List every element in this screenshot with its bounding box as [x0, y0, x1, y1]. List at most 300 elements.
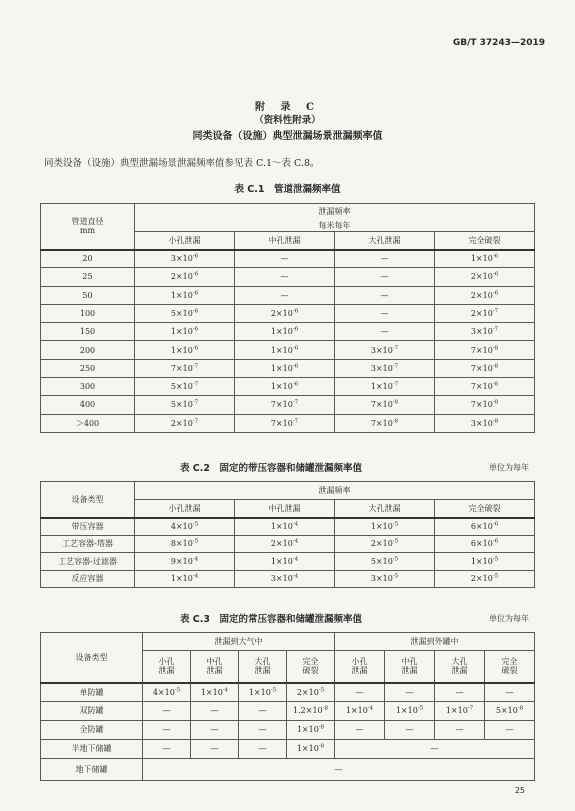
table1-column-header: 中孔泄漏	[235, 232, 335, 250]
table-cell: $2\times 10^{-6}$	[435, 268, 535, 286]
col0-header-unit: mm	[79, 226, 96, 236]
value-mantissa: 2	[370, 539, 376, 549]
table-row	[41, 721, 535, 740]
table-cell: $5\times 10^{-8}$	[485, 702, 535, 721]
row-label: 50	[41, 286, 135, 304]
value-mantissa: 1	[270, 556, 276, 566]
value-exponent: -6	[492, 521, 499, 528]
table-cell: $1\times 10^{-6}$	[235, 359, 335, 377]
table-cell: $1.2\times 10^{-8}$	[287, 702, 335, 721]
value-mantissa: 2	[270, 308, 276, 318]
value-mantissa: 2	[170, 272, 176, 282]
table-cell	[235, 268, 335, 286]
column-header-line: 泄漏	[401, 666, 418, 676]
value-dash: —	[210, 744, 219, 754]
value-mantissa: 5	[370, 556, 376, 566]
row-label: 半地下储罐	[41, 740, 143, 759]
table-c2	[40, 481, 535, 588]
value-exponent: -5	[392, 556, 399, 562]
value-exponent: -8	[492, 418, 499, 425]
value-dash: —	[162, 706, 171, 716]
table-row	[41, 702, 535, 721]
table-cell	[143, 702, 191, 721]
value-exponent: -4	[222, 687, 229, 693]
value-exponent: -7	[392, 381, 399, 388]
table-cell: $3\times 10^{-7}$	[335, 341, 435, 359]
value-mantissa: 1	[296, 744, 302, 754]
table3-column-header	[335, 651, 385, 683]
table-cell: $1\times 10^{-4}$	[135, 570, 235, 588]
row-label: 250	[41, 359, 135, 377]
value-exponent: -6	[292, 344, 299, 351]
value-mantissa: 5	[170, 400, 176, 410]
value-mantissa: 1	[470, 556, 476, 566]
table-cell: $7\times 10^{-7}$	[135, 359, 235, 377]
value-exponent: -7	[392, 344, 399, 351]
value-dash: —	[380, 272, 389, 282]
value-exponent: -5	[392, 538, 399, 545]
table-row	[41, 286, 535, 304]
value-mantissa: 3	[370, 574, 376, 584]
value-dash: —	[405, 725, 414, 735]
value-exponent: -4	[192, 556, 199, 562]
value-dash: —	[258, 725, 267, 735]
value-mantissa: 5	[495, 706, 501, 716]
value-mantissa: 2	[270, 539, 276, 549]
table-cell	[335, 323, 435, 341]
value-mantissa: 5	[170, 382, 176, 392]
value-exponent: -5	[192, 521, 199, 528]
value-exponent: -6	[292, 326, 299, 333]
row-label: 150	[41, 323, 135, 341]
table1-group-unit: 每米每年	[135, 220, 535, 232]
value-dash: —	[380, 327, 389, 337]
column-header-line: 完全	[302, 657, 319, 667]
value-mantissa: 2	[470, 574, 476, 584]
value-mantissa: 1	[248, 687, 254, 697]
value-mantissa: 3	[170, 254, 176, 264]
table-cell: $7\times 10^{-8}$	[335, 414, 435, 432]
table-cell: $3\times 10^{-8}$	[435, 414, 535, 432]
value-exponent: -6	[492, 289, 499, 296]
table-cell: $2\times 10^{-6}$	[135, 268, 235, 286]
value-mantissa: 1	[370, 382, 376, 392]
value-mantissa: 7	[470, 382, 476, 392]
table-cell: $1\times 10^{-4}$	[191, 683, 239, 702]
table1-caption: 表 C.1 管道泄漏频率值	[234, 184, 341, 195]
table2-unit: 单位为每年	[489, 463, 529, 472]
column-header-line: 小孔	[351, 657, 368, 667]
table2-column-header: 中孔泄漏	[235, 500, 335, 518]
table-cell: $3\times 10^{-7}$	[335, 359, 435, 377]
table-row	[41, 759, 535, 781]
table-cell: $1\times 10^{-5}$	[435, 553, 535, 571]
value-mantissa: 6	[470, 539, 476, 549]
value-exponent: -7	[192, 381, 199, 388]
table-cell	[335, 268, 435, 286]
column-header-line: 中孔	[401, 657, 418, 667]
table-cell: $1\times 10^{-6}$	[235, 341, 335, 359]
value-exponent: -4	[192, 573, 199, 580]
value-mantissa: 2	[470, 290, 476, 300]
table-cell: $2\times 10^{-4}$	[235, 535, 335, 553]
value-exponent: -8	[517, 705, 524, 712]
table2-column-header: 小孔泄漏	[135, 500, 235, 518]
value-dash: —	[258, 744, 267, 754]
value-exponent: -5	[492, 556, 499, 562]
table-cell: $2\times 10^{-6}$	[435, 286, 535, 304]
value-exponent: -4	[292, 521, 299, 528]
table-cell: $5\times 10^{-6}$	[135, 304, 235, 322]
table-cell: $7\times 10^{-8}$	[435, 378, 535, 396]
value-dash: —	[455, 687, 464, 697]
table-cell: $1\times 10^{-5}$	[385, 702, 435, 721]
table-cell	[191, 721, 239, 740]
value-mantissa: 1.2	[293, 706, 306, 716]
table-cell: $8\times 10^{-5}$	[135, 535, 235, 553]
row-label: 20	[41, 250, 135, 268]
table-row	[41, 414, 535, 432]
annex-intro: 同类设备（设施）典型泄漏场景泄漏频率值参见表 C.1～表 C.8。	[44, 158, 320, 169]
table2-column-header: 完全破裂	[435, 500, 535, 518]
table-cell	[435, 683, 485, 702]
annex-heading: 同类设备（设施）典型泄漏场景泄漏频率值	[192, 131, 383, 142]
table-cell	[335, 250, 435, 268]
value-exponent: -5	[174, 687, 181, 693]
value-exponent: -6	[292, 381, 299, 388]
table-row	[41, 396, 535, 414]
table-cell: $7\times 10^{-8}$	[435, 396, 535, 414]
value-exponent: -8	[492, 344, 499, 351]
table-cell: $7\times 10^{-8}$	[335, 396, 435, 414]
value-mantissa: 2	[470, 272, 476, 282]
table-cell: $4\times 10^{-5}$	[135, 518, 235, 536]
value-exponent: -7	[192, 418, 199, 425]
value-dash: —	[162, 744, 171, 754]
value-exponent: -6	[192, 289, 199, 296]
table-row	[41, 683, 535, 702]
value-mantissa: 3	[270, 574, 276, 584]
column-header-line: 小孔	[158, 657, 175, 667]
table1-column-header: 大孔泄漏	[335, 232, 435, 250]
value-mantissa: 1	[345, 706, 351, 716]
table-row	[41, 553, 535, 571]
row-label: 25	[41, 268, 135, 286]
table3-column-header	[143, 651, 191, 683]
annex-title: 附 录 C	[255, 102, 320, 113]
value-exponent: -4	[292, 573, 299, 580]
value-mantissa: 7	[470, 345, 476, 355]
table-cell: $2\times 10^{-7}$	[435, 304, 535, 322]
value-mantissa: 1	[270, 382, 276, 392]
table-cell: $5\times 10^{-7}$	[135, 396, 235, 414]
value-mantissa: 7	[170, 363, 176, 373]
value-mantissa: 7	[470, 363, 476, 373]
table-cell: $1\times 10^{-8}$	[287, 721, 335, 740]
table-cell: $7\times 10^{-7}$	[235, 396, 335, 414]
table-cell: $7\times 10^{-7}$	[235, 414, 335, 432]
value-exponent: -6	[192, 326, 199, 333]
table-cell: $2\times 10^{-7}$	[135, 414, 235, 432]
row-label: 工艺容器-过滤器	[41, 553, 135, 571]
value-exponent: -6	[192, 308, 199, 315]
row-label: 反应容器	[41, 570, 135, 588]
row-label: 地下储罐	[41, 759, 143, 781]
table-cell	[191, 740, 239, 759]
annex-subtitle: （资料性附录）	[254, 115, 321, 126]
merged-cell: —	[143, 759, 535, 781]
table-row	[41, 740, 535, 759]
value-exponent: -5	[318, 687, 325, 693]
value-mantissa: 4	[170, 521, 176, 531]
table-cell: $1\times 10^{-6}$	[135, 286, 235, 304]
value-exponent: -4	[292, 556, 299, 562]
value-exponent: -8	[492, 399, 499, 406]
row-label: ＞400	[41, 414, 135, 432]
value-exponent: -6	[292, 308, 299, 315]
value-mantissa: 3	[370, 345, 376, 355]
value-exponent: -8	[492, 363, 499, 370]
table-cell: $1\times 10^{-4}$	[235, 553, 335, 571]
column-header-line: 破裂	[501, 666, 518, 676]
table3-column-header	[435, 651, 485, 683]
table2-column-header: 大孔泄漏	[335, 500, 435, 518]
value-mantissa: 1	[445, 706, 451, 716]
value-exponent: -8	[322, 705, 328, 712]
table-cell: $5\times 10^{-5}$	[335, 553, 435, 571]
table-cell: $1\times 10^{-6}$	[435, 250, 535, 268]
merged-cell: —	[335, 740, 535, 759]
value-exponent: -5	[392, 521, 399, 528]
column-header-line: 泄漏	[158, 666, 175, 676]
value-exponent: -7	[492, 308, 499, 315]
value-exponent: -4	[292, 538, 299, 545]
value-mantissa: 4	[152, 687, 158, 697]
table-cell: $3\times 10^{-6}$	[135, 250, 235, 268]
value-exponent: -8	[392, 399, 399, 406]
table-cell	[385, 683, 435, 702]
table2-col0-header: 设备类型	[41, 482, 135, 518]
row-label: 400	[41, 396, 135, 414]
table3-unit: 单位为每年	[489, 614, 529, 623]
table-cell	[435, 721, 485, 740]
value-mantissa: 7	[370, 418, 376, 428]
table3-caption: 表 C.3 固定的常压容器和储罐泄漏频率值	[180, 614, 362, 625]
column-header-line: 完全	[501, 657, 518, 667]
value-dash: —	[258, 706, 267, 716]
table-cell: $9\times 10^{-4}$	[135, 553, 235, 571]
table2-caption: 表 C.2 固定的带压容器和储罐泄漏频率值	[180, 463, 362, 474]
value-mantissa: 1	[370, 521, 376, 531]
value-mantissa: 2	[470, 308, 476, 318]
column-header-line: 泄漏	[351, 666, 368, 676]
table-cell: $2\times 10^{-5}$	[435, 570, 535, 588]
value-mantissa: 3	[470, 327, 476, 337]
value-mantissa: 3	[470, 418, 476, 428]
table-cell: $3\times 10^{-7}$	[435, 323, 535, 341]
table-row	[41, 250, 535, 268]
value-mantissa: 7	[270, 418, 276, 428]
value-exponent: -7	[467, 705, 474, 712]
table-cell	[235, 286, 335, 304]
table1-column-header: 完全破裂	[435, 232, 535, 250]
value-exponent: -6	[492, 538, 499, 545]
table-c1	[40, 203, 535, 433]
table-cell: $1\times 10^{-6}$	[235, 323, 335, 341]
table-cell: $1\times 10^{-7}$	[335, 378, 435, 396]
value-exponent: -5	[392, 573, 399, 580]
value-dash: —	[505, 687, 514, 697]
table-cell	[239, 702, 287, 721]
table3-column-header	[385, 651, 435, 683]
table-row	[41, 518, 535, 536]
table-cell: $7\times 10^{-8}$	[435, 341, 535, 359]
value-exponent: -6	[292, 363, 299, 370]
table3-col0-header: 设备类型	[41, 633, 143, 683]
table-cell: $1\times 10^{-6}$	[235, 378, 335, 396]
table1-col0-header	[41, 204, 135, 250]
col0-header-text: 管道直径	[71, 217, 104, 227]
table-cell	[335, 683, 385, 702]
value-exponent: -6	[492, 253, 499, 260]
table-cell: $5\times 10^{-7}$	[135, 378, 235, 396]
table-c3	[40, 632, 535, 781]
table3-column-header	[287, 651, 335, 683]
table-cell: $1\times 10^{-4}$	[335, 702, 385, 721]
table1-column-header: 小孔泄漏	[135, 232, 235, 250]
value-exponent: -5	[270, 687, 277, 693]
value-dash: —	[380, 254, 389, 264]
value-dash: —	[505, 725, 514, 735]
value-dash: —	[280, 254, 289, 264]
value-mantissa: 6	[470, 521, 476, 531]
row-label: 工艺容器-塔器	[41, 535, 135, 553]
value-exponent: -8	[318, 724, 325, 731]
row-label: 300	[41, 378, 135, 396]
table-cell: $3\times 10^{-4}$	[235, 570, 335, 588]
value-dash: —	[380, 290, 389, 300]
value-mantissa: 2	[296, 687, 302, 697]
value-dash: —	[455, 725, 464, 735]
row-label: 带压容器	[41, 518, 135, 536]
table3-column-header	[239, 651, 287, 683]
table-row	[41, 378, 535, 396]
column-header-line: 大孔	[254, 657, 271, 667]
table-cell: $1\times 10^{-4}$	[235, 518, 335, 536]
value-mantissa: 1	[270, 327, 276, 337]
value-exponent: -8	[318, 743, 325, 750]
value-dash: —	[405, 687, 414, 697]
column-header-line: 大孔	[451, 657, 468, 667]
table2-group-header: 泄漏频率	[135, 482, 535, 500]
table-cell	[235, 250, 335, 268]
table-cell: $1\times 10^{-5}$	[335, 518, 435, 536]
standard-code: GB/T 37243—2019	[452, 38, 545, 48]
table-cell: $2\times 10^{-5}$	[287, 683, 335, 702]
value-mantissa: 1	[170, 290, 176, 300]
value-mantissa: 1	[200, 687, 206, 697]
table3-group2-header: 泄漏到外罐中	[335, 633, 535, 651]
table-cell: $3\times 10^{-5}$	[335, 570, 435, 588]
column-header-line: 中孔	[206, 657, 223, 667]
value-dash: —	[280, 290, 289, 300]
table3-group1-header: 泄漏到大气中	[143, 633, 335, 651]
table-cell: $1\times 10^{-8}$	[287, 740, 335, 759]
table-row	[41, 341, 535, 359]
value-exponent: -4	[367, 705, 374, 712]
row-label: 全防罐	[41, 721, 143, 740]
value-exponent: -8	[492, 381, 499, 388]
value-exponent: -5	[417, 705, 424, 712]
row-label: 100	[41, 304, 135, 322]
table-cell: $2\times 10^{-5}$	[335, 535, 435, 553]
table-cell	[485, 683, 535, 702]
value-mantissa: 7	[370, 400, 376, 410]
table-cell	[143, 721, 191, 740]
value-exponent: -7	[192, 363, 199, 370]
value-dash: —	[162, 725, 171, 735]
table-cell	[485, 721, 535, 740]
table3-column-header	[191, 651, 239, 683]
value-mantissa: 2	[170, 418, 176, 428]
value-mantissa: 8	[170, 539, 176, 549]
value-mantissa: 9	[170, 556, 176, 566]
column-header-line: 泄漏	[206, 666, 223, 676]
table-cell	[239, 721, 287, 740]
table-cell	[335, 286, 435, 304]
value-exponent: -8	[392, 418, 399, 425]
table-cell	[335, 304, 435, 322]
column-header-line: 泄漏	[451, 666, 468, 676]
value-exponent: -6	[492, 271, 499, 278]
table-row	[41, 323, 535, 341]
value-mantissa: 1	[270, 345, 276, 355]
value-mantissa: 7	[470, 400, 476, 410]
value-mantissa: 1	[170, 574, 176, 584]
value-mantissa: 5	[170, 308, 176, 318]
table-row	[41, 535, 535, 553]
value-exponent: -7	[292, 399, 299, 406]
table-cell: $4\times 10^{-5}$	[143, 683, 191, 702]
value-exponent: -7	[492, 326, 499, 333]
table-cell: $1\times 10^{-6}$	[135, 341, 235, 359]
value-dash: —	[280, 272, 289, 282]
value-exponent: -7	[392, 363, 399, 370]
table-cell: $7\times 10^{-8}$	[435, 359, 535, 377]
value-mantissa: 1	[170, 345, 176, 355]
row-label: 单防罐	[41, 683, 143, 702]
value-exponent: -7	[292, 418, 299, 425]
table-row	[41, 359, 535, 377]
table3-column-header	[485, 651, 535, 683]
table-row	[41, 570, 535, 588]
value-exponent: -5	[192, 538, 199, 545]
table-cell: $1\times 10^{-6}$	[135, 323, 235, 341]
value-exponent: -6	[192, 271, 199, 278]
value-mantissa: 7	[270, 400, 276, 410]
value-dash: —	[210, 706, 219, 716]
table-cell: $6\times 10^{-6}$	[435, 518, 535, 536]
value-mantissa: 1	[170, 327, 176, 337]
table-cell: $6\times 10^{-6}$	[435, 535, 535, 553]
value-mantissa: 1	[470, 254, 476, 264]
page-number: 25	[514, 786, 525, 795]
value-exponent: -5	[492, 573, 499, 580]
table-cell: $1\times 10^{-7}$	[435, 702, 485, 721]
value-mantissa: 1	[395, 706, 401, 716]
value-dash: —	[355, 725, 364, 735]
row-label: 双防罐	[41, 702, 143, 721]
